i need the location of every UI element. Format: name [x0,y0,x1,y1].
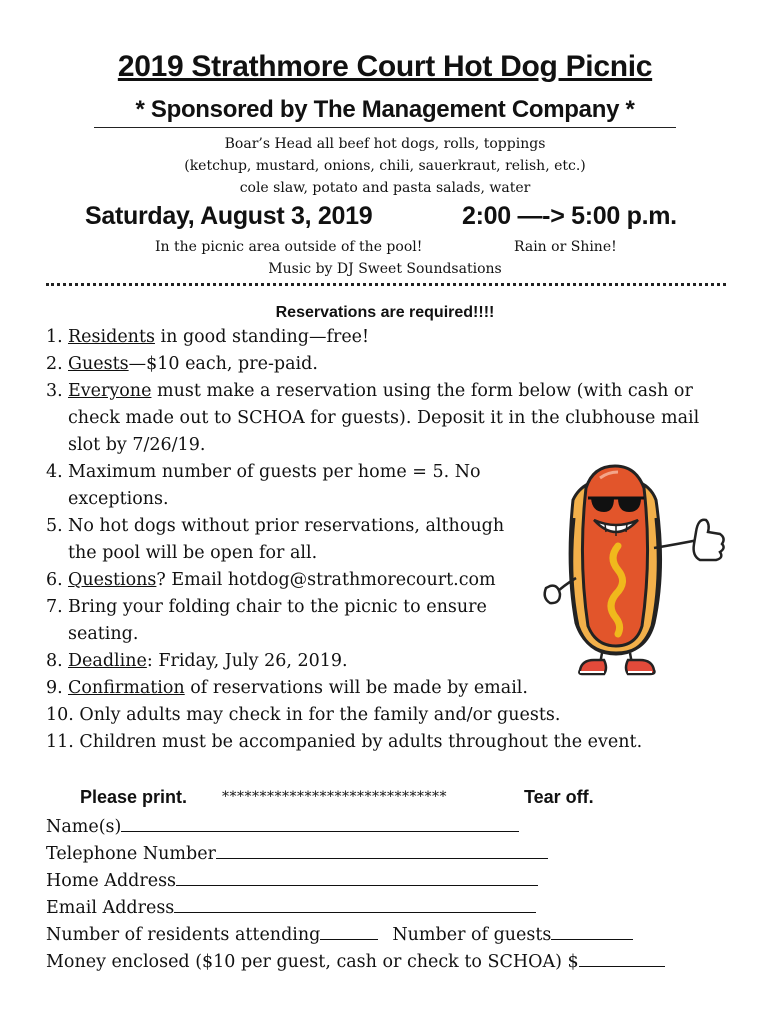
rule-item [46,327,369,347]
rule-text: —$10 each, pre-paid. [128,354,318,374]
rule-item [46,354,318,374]
page-title: 2019 Strathmore Court Hot Dog Picnic [117,50,653,83]
residents-label: Number of residents attending [46,925,321,945]
rule-number: 1. [46,327,63,347]
rule-text: of reservations will be made by email. [184,678,528,698]
address-field[interactable] [46,869,538,891]
event-date: Saturday, August 3, 2019 [85,202,373,230]
residents-blank[interactable] [320,923,378,940]
money-label: Money enclosed ($10 per guest, cash or check to SCHOA) $ [46,952,579,972]
rule-item [46,732,642,752]
rule-text: must make a reservation using the form below (with cash or [151,381,693,401]
rule-item [46,516,504,536]
event-music: Music by DJ Sweet Soundsations [268,261,502,277]
menu-line-1: Boar’s Head all beef hot dogs, rolls, toppings [224,136,546,152]
sponsor-line: * Sponsored by The Management Company * [135,96,635,123]
rule-number: 11. [46,732,74,752]
sponsor-underline [94,127,676,128]
rule-number: 8. [46,651,63,671]
tear-label: Tear off. [524,787,594,807]
hot-dog-mascot-icon [538,448,728,680]
email-field[interactable] [46,896,536,918]
rule-keyword: Residents [68,327,155,347]
rule-keyword: Deadline [68,651,147,671]
rule-item [46,678,528,698]
name-label: Name(s) [46,817,122,837]
rule-number: 9. [46,678,63,698]
rule-item [46,597,487,617]
rule-item [46,705,560,725]
rule-item [46,570,496,590]
rule-number: 3. [46,381,63,401]
rule-text: in good standing—free! [154,327,370,347]
rule-text: ? Email hotdog@strathmorecourt.com [156,570,496,590]
rule-continuation: slot by 7/26/19. [68,435,206,455]
reservations-heading: Reservations are required!!!! [275,304,495,321]
event-weather: Rain or Shine! [514,239,617,255]
money-field[interactable] [46,950,665,972]
rule-text: No hot dogs without prior reservations, although [68,516,505,536]
dotted-divider [46,283,726,286]
rule-text: Bring your folding chair to the picnic to ensure [68,597,487,617]
phone-field[interactable] [46,842,548,864]
rule-keyword: Questions [68,570,157,590]
rule-number: 7. [46,597,63,617]
event-time: 2:00 —-> 5:00 p.m. [462,202,677,230]
rule-continuation: exceptions. [68,489,169,509]
rule-number: 4. [46,462,63,482]
rule-text: Children must be accompanied by adults throughout the event. [73,732,643,752]
email-blank[interactable] [174,896,536,913]
rule-keyword: Everyone [68,381,152,401]
rule-continuation: check made out to SCHOA for guests). Deposit it in the clubhouse mail [68,408,700,428]
count-field[interactable] [46,923,633,945]
rule-number: 6. [46,570,63,590]
rule-text: Only adults may check in for the family and/or guests. [73,705,561,725]
rule-continuation: seating. [68,624,139,644]
print-label: Please print. [80,787,188,807]
menu-line-2: (ketchup, mustard, onions, chili, sauerkraut, relish, etc.) [184,158,586,174]
phone-label: Telephone Number [46,844,216,864]
rule-number: 10. [46,705,74,725]
rule-continuation: the pool will be open for all. [68,543,318,563]
name-blank[interactable] [121,815,519,832]
rule-keyword: Confirmation [68,678,185,698]
money-blank[interactable] [579,950,665,967]
name-field[interactable] [46,815,519,837]
rule-item [46,381,693,401]
guests-blank[interactable] [551,923,633,940]
menu-line-3: cole slaw, potato and pasta salads, water [239,180,531,196]
rule-item [46,651,348,671]
rule-item [46,462,481,482]
rule-number: 5. [46,516,63,536]
email-label: Email Address [46,898,175,918]
guests-label: Number of guests [392,925,552,945]
address-label: Home Address [46,871,177,891]
address-blank[interactable] [176,869,538,886]
rule-text: Maximum number of guests per home = 5. No [68,462,481,482]
phone-blank[interactable] [216,842,548,859]
rule-number: 2. [46,354,63,374]
tear-stars: ****************************** [222,789,447,805]
event-location: In the picnic area outside of the pool! [155,239,423,255]
rule-text: : Friday, July 26, 2019. [146,651,348,671]
rule-keyword: Guests [68,354,129,374]
